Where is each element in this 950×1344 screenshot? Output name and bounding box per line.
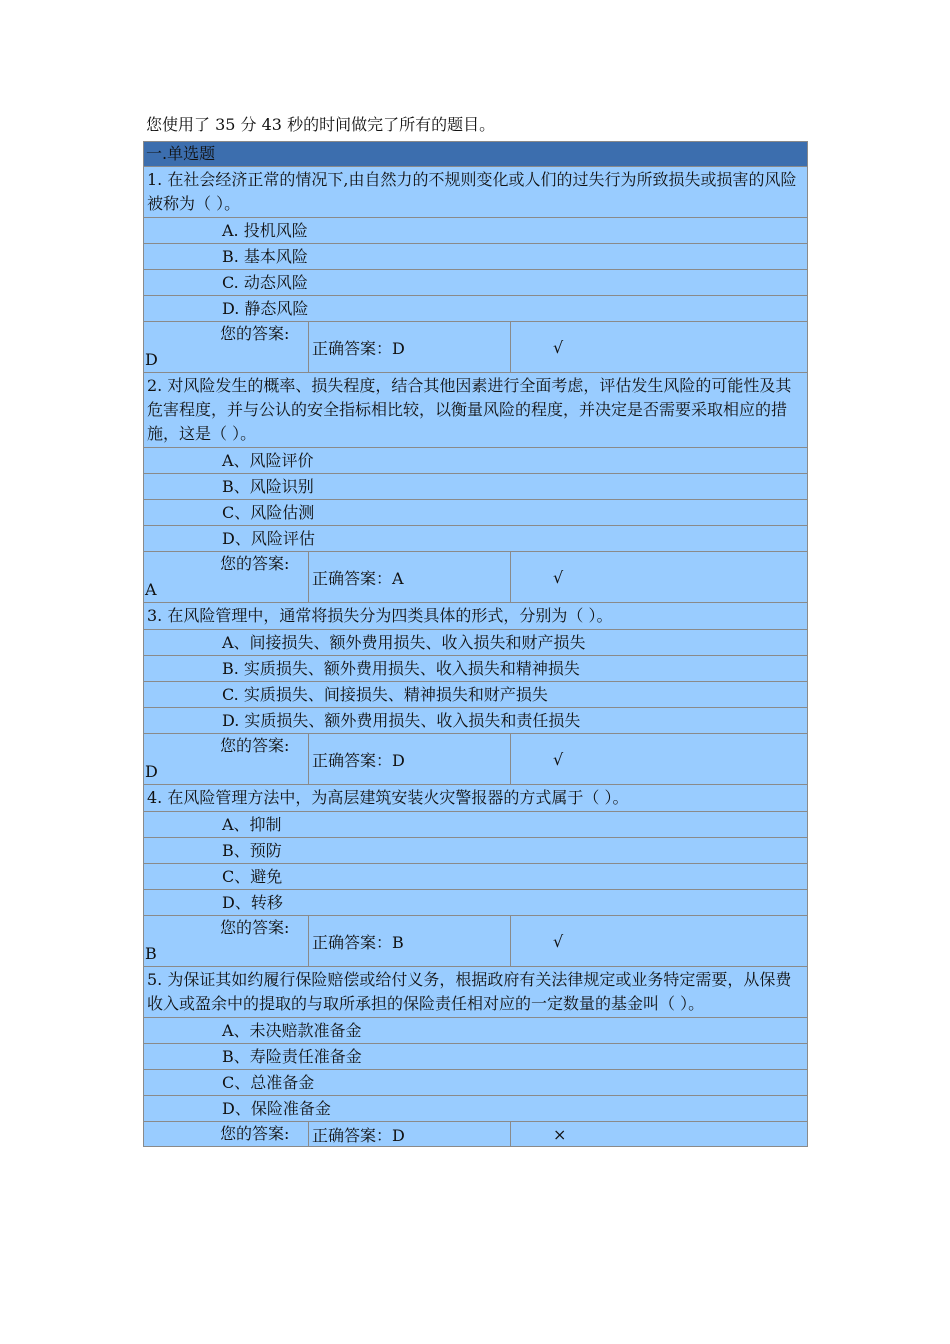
correct-answer: 正确答案：B [309, 916, 511, 966]
option-row [144, 500, 808, 526]
option-d: D. 静态风险 [144, 296, 808, 322]
option-a: A. 投机风险 [144, 218, 808, 244]
question-text: 2. 对风险发生的概率、损失程度，结合其他因素进行全面考虑，评估发生风险的可能性及其危害程度，并与公认的安全指标相比较，以衡量风险的程度，并决定是否需要采取相应的措施，这是（ ）。 [144, 373, 808, 448]
your-answer-label: 您的答案: [220, 736, 290, 755]
option-row [144, 448, 808, 474]
option-row [144, 218, 808, 244]
your-answer-value: D [145, 762, 158, 781]
option-a: A、风险评价 [144, 448, 808, 474]
option-b: B. 实质损失、额外费用损失、收入损失和精神损失 [144, 656, 808, 682]
correct-answer: 正确答案：D [309, 322, 511, 372]
option-c: C. 动态风险 [144, 270, 808, 296]
question-text: 1. 在社会经济正常的情况下,由自然力的不规则变化或人们的过失行为所致损失或损害的风险被称为（ ）。 [144, 167, 808, 218]
your-answer-value: B [145, 944, 157, 963]
option-row [144, 656, 808, 682]
your-answer-label: 您的答案: [220, 1124, 290, 1143]
option-c: C、风险估测 [144, 500, 808, 526]
your-answer-value: A [145, 580, 157, 599]
option-c: C. 实质损失、间接损失、精神损失和财产损失 [144, 682, 808, 708]
section-title: 一.单选题 [144, 142, 808, 167]
option-b: B. 基本风险 [144, 244, 808, 270]
option-row [144, 838, 808, 864]
option-a: A、抑制 [144, 812, 808, 838]
answer-row [144, 1122, 808, 1147]
option-row [144, 890, 808, 916]
your-answer-cell [144, 322, 309, 372]
question-row [144, 167, 808, 218]
result-mark-icon: √ [553, 567, 564, 587]
your-answer-cell [144, 916, 309, 966]
correct-answer: 正确答案：A [309, 552, 511, 602]
question-row [144, 967, 808, 1018]
answer-row [144, 322, 808, 373]
option-d: D. 实质损失、额外费用损失、收入损失和责任损失 [144, 708, 808, 734]
quiz-table [143, 141, 808, 1147]
your-answer-label: 您的答案: [220, 324, 290, 343]
option-row [144, 1044, 808, 1070]
option-c: C、总准备金 [144, 1070, 808, 1096]
section-header-row [144, 142, 808, 167]
your-answer-label: 您的答案: [220, 554, 290, 573]
option-row [144, 526, 808, 552]
result-mark-icon: √ [553, 749, 564, 769]
option-row [144, 1096, 808, 1122]
your-answer-cell [144, 734, 309, 784]
option-d: D、风险评估 [144, 526, 808, 552]
option-row [144, 708, 808, 734]
correct-answer: 正确答案：D [309, 1122, 511, 1146]
option-d: D、保险准备金 [144, 1096, 808, 1122]
result-mark-icon: √ [553, 931, 564, 951]
option-row [144, 1018, 808, 1044]
option-row [144, 474, 808, 500]
result-mark-icon: √ [553, 337, 564, 357]
option-b: B、预防 [144, 838, 808, 864]
option-c: C、避免 [144, 864, 808, 890]
correct-answer: 正确答案：D [309, 734, 511, 784]
time-summary: 您使用了 35 分 43 秒的时间做完了所有的题目。 [146, 115, 496, 134]
result-mark-icon: × [553, 1124, 567, 1144]
option-row [144, 864, 808, 890]
option-b: B、寿险责任准备金 [144, 1044, 808, 1070]
your-answer-label: 您的答案: [220, 918, 290, 937]
question-row [144, 373, 808, 448]
option-row [144, 812, 808, 838]
your-answer-value: D [145, 350, 158, 369]
question-text: 4. 在风险管理方法中，为高层建筑安装火灾警报器的方式属于（ ）。 [144, 785, 808, 812]
question-row [144, 603, 808, 630]
option-a: A、间接损失、额外费用损失、收入损失和财产损失 [144, 630, 808, 656]
option-row [144, 296, 808, 322]
option-d: D、转移 [144, 890, 808, 916]
option-row [144, 630, 808, 656]
answer-row [144, 916, 808, 967]
option-a: A、未决赔款准备金 [144, 1018, 808, 1044]
answer-row [144, 552, 808, 603]
question-text: 5. 为保证其如约履行保险赔偿或给付义务，根据政府有关法律规定或业务特定需要，从保费收入或盈余中的提取的与取所承担的保险责任相对应的一定数量的基金叫（ ）。 [144, 967, 808, 1018]
option-row [144, 270, 808, 296]
your-answer-cell [144, 552, 309, 602]
answer-row [144, 734, 808, 785]
option-row [144, 1070, 808, 1096]
option-row [144, 682, 808, 708]
option-row [144, 244, 808, 270]
your-answer-cell [144, 1122, 309, 1146]
option-b: B、风险识别 [144, 474, 808, 500]
question-row [144, 785, 808, 812]
question-text: 3. 在风险管理中，通常将损失分为四类具体的形式，分别为（ ）。 [144, 603, 808, 630]
